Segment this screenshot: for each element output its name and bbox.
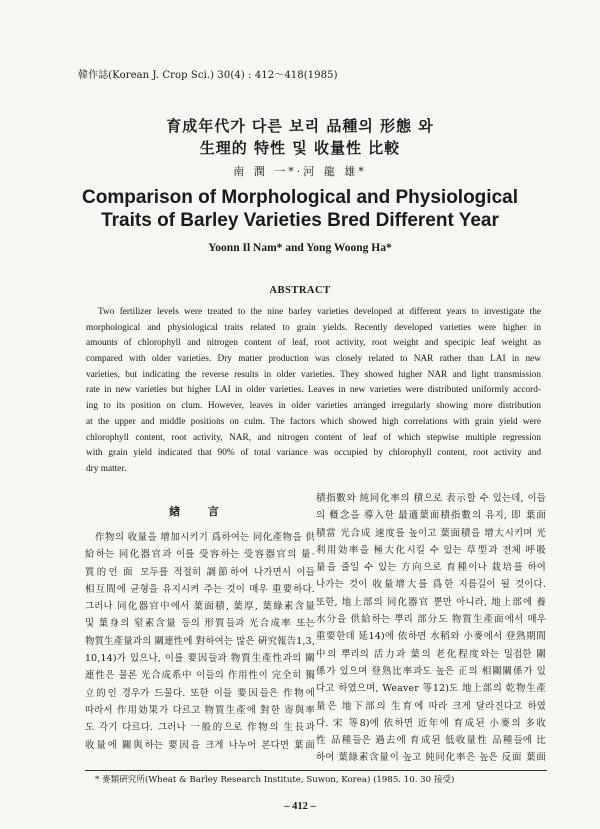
body-line: 그러나 同化器官中에서 葉面積, 葉厚, 葉綠素含量 [85, 601, 315, 613]
body-line: 立的인 경우가 드물다. 또한 이들 要因들은 作物에 [85, 687, 315, 699]
body-line: 積當 光合成 速度를 높이고 葉面積을 增大시키며 光 [316, 527, 546, 539]
english-authors: Yoonn Il Nam* and Yong Woong Ha* [208, 242, 392, 254]
body-line: 質的인 面 모두를 적절히 調節하여 나가면서 이들 [85, 566, 315, 578]
abstract-line: chlorophyll content, root activity, NAR, and nitrogen content of leaf of which stepwise multiple regression [86, 432, 541, 443]
abstract-heading: ABSTRACT [269, 285, 331, 296]
journal-reference: 韓作誌(Korean J. Crop Sci.) 30(4) : 412～418(1985) [78, 70, 338, 81]
abstract-line: with grain yield indicated that 90% of total variance was occupied by chlorophyll content, root activity and [86, 448, 541, 459]
right-column [316, 490, 546, 767]
korean-authors: 南 潤 一*·河 龍 雄* [233, 165, 367, 178]
body-line: 水分을 供給하는 뿌리 部分도 物質生產面에서 매우 [316, 614, 546, 626]
korean-title-line-2: 生理的 特性 및 收量性 比較 [199, 139, 401, 157]
body-line: 하여 葉綠素含量이 높고 純同化率은 높은 反面 葉面 [316, 752, 546, 764]
abstract-line: at the upper and middle positions on culm. The factors which showed high correlations with grain yield were [86, 416, 541, 427]
body-line: 따라서 作用効果가 다르고 物質生產에 對한 寄與率 [85, 704, 315, 716]
body-line: 積指數와 純同化率의 積으로 表示할 수 있는데, 이들 [316, 493, 546, 504]
abstract-line: varieties, but indicating the reverse results in older varieties. They showed higher NAR and light transmission [86, 369, 541, 380]
body-line: 다. 宋 等8)에 依하면 近年에 育成된 小麥의 多收 [316, 717, 546, 729]
korean-title-line-1: 育成年代가 다른 보리 品種의 形態 와 [166, 117, 434, 135]
english-title-line-1: Comparison of Morphological and Physiological [82, 187, 518, 208]
body-line: 係가 있으며 登熟比率과도 높은 正의 相關關係가 있 [316, 665, 546, 677]
body-line: 10,14)가 있으나, 이를 要因들과 物質生產性과의 關 [85, 653, 315, 665]
abstract-line: Two fertilizer levels were treated to the nine barley varieties developed at different years to investigate the [98, 307, 541, 317]
body-line: 量은 地下部의 生育에 따라 크게 달라진다고 하였 [316, 700, 546, 712]
abstract-line: dry matter. [86, 463, 127, 474]
abstract-line: ing to its position on clum. However, leaves in older varieties arranged irregularly showing more distribution [86, 401, 541, 412]
body-line: 收量에 關與하는 要因을 크게 나누어 본다면 葉面 [85, 739, 315, 751]
body-line: 또한, 地上部의 同化器官 뿐만 아니라, 地上部에 養 [316, 596, 546, 608]
body-line: 中의 뿌리의 活力과 葉의 老化程度와는 밀접한 關 [316, 648, 546, 660]
english-title-line-2: Traits of Barley Varieties Bred Different Year [101, 210, 499, 231]
body-line: 利用効率을 極大化시킬 수 있는 草型과 전체 呼吸 [316, 544, 546, 556]
body-line: 나가는 것이 收量增大를 爲한 지름길이 될 것이다. [316, 579, 546, 591]
body-line: 量을 줄일 수 있는 方向으로 育種이나 栽培를 하여 [316, 562, 546, 574]
body-line: 도 각기 다르다. 그러나 一般的으로 作物의 生長과 [85, 722, 315, 734]
body-line: 다고 하였으며, Weaver 等12)도 地上部의 乾物生產 [316, 683, 546, 695]
left-column [85, 503, 315, 754]
abstract-line: morphological and physiological traits related to grain yields. Recently developed varieties were higher in [86, 322, 541, 333]
section-heading-introduction: 緖 言 [169, 505, 231, 518]
abstract-line: compared with older varieties. Dry matter production was closely related to NAR rather than LAI in new [86, 354, 541, 365]
abstract-line: rate in new varieties but higher LAI in older varieties. Leaves in new varieties were distributed uniformly accord- [86, 385, 541, 396]
body-line: 作物의 收量을 增加시키기 爲하여는 同化產物을 供 [95, 532, 315, 543]
abstract-line: amounts of chlorophyll and nitrogen content of leaf, root activity, root weight and specipic leaf weight as [86, 338, 541, 349]
body-line: 重要한데 延14)에 依하면 水稻와 小麥에서 登熟期間 [316, 631, 546, 643]
body-line: 및 葉身의 窒素含量 등의 形質들과 光合成率 또는 [85, 618, 315, 630]
body-line: 相互間에 균형을 유지시켜 주는 것이 매우 重要하다. [85, 583, 315, 595]
body-line: 連性은 물론 光合成系中 이들의 作用性이 完全히 獨 [85, 670, 315, 682]
footnote: * 麥類硏究所(Wheat & Barley Research Institute, Suwon, Korea) (1985. 10. 30 接受) [95, 775, 455, 785]
body-line: 物質生產量과의 關連性에 對하여는 많은 硏究報告1,3, [85, 635, 315, 647]
abstract-body [86, 305, 541, 478]
body-line: 性 品種들은 過去에 育成된 低收量性 品種들에 比 [316, 735, 546, 747]
page-number: – 412 – [284, 801, 316, 812]
body-line: 給하는 同化器官과 이를 受容하는 受容器官의 量· [85, 549, 315, 561]
body-line: 의 槪念을 導入한 最適葉面積指數의 유지, 即 葉面 [316, 510, 546, 522]
footnote-divider [85, 770, 547, 771]
